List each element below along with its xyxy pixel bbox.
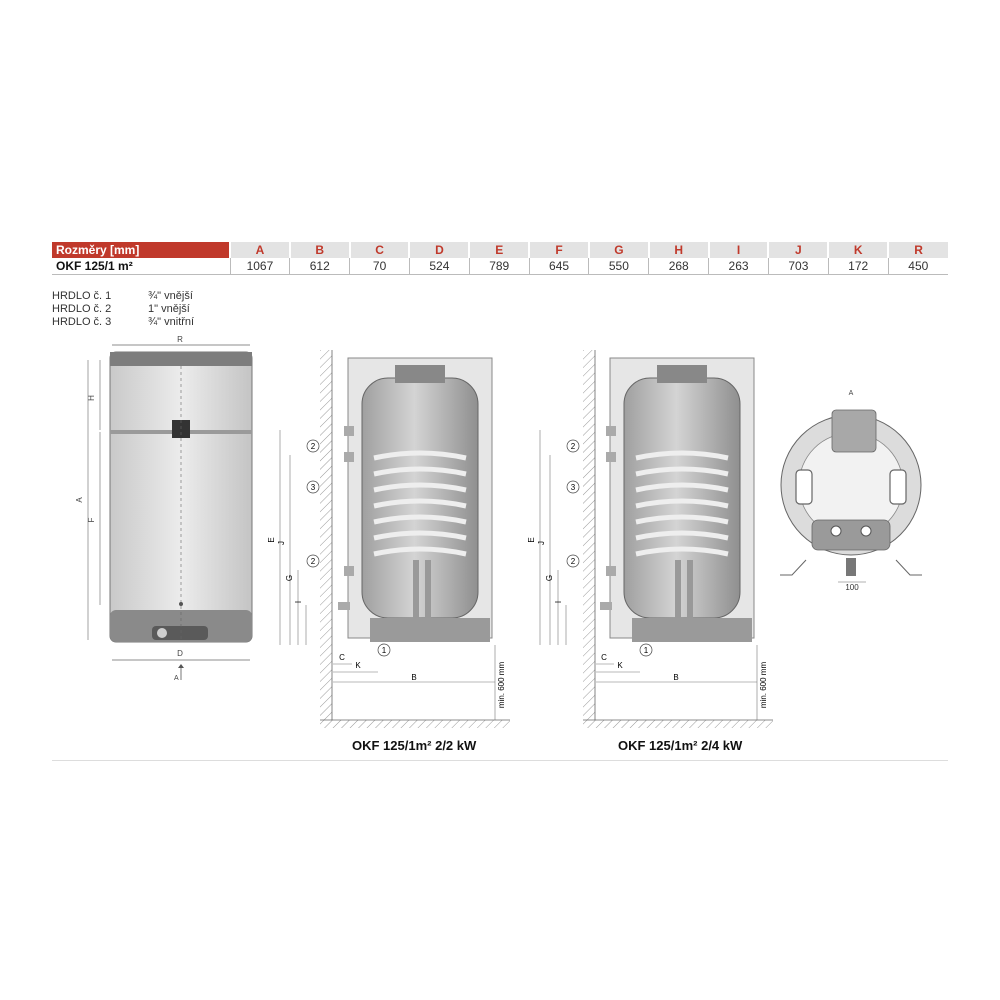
column-header: C xyxy=(350,242,410,258)
wall xyxy=(320,350,332,720)
dim-label: K xyxy=(617,661,623,670)
table-cell: 789 xyxy=(469,258,529,275)
handle-right xyxy=(890,470,906,504)
table-cell: 703 xyxy=(768,258,828,275)
dim-100: 100 xyxy=(845,583,859,592)
dim-label: B xyxy=(673,673,679,682)
element-flange xyxy=(370,618,490,642)
model-name: OKF 125/1 m² xyxy=(52,258,230,275)
column-header: K xyxy=(828,242,888,258)
note-value: ¾" vnitřní xyxy=(148,316,195,328)
marker: 2 xyxy=(570,557,576,566)
column-header: H xyxy=(649,242,709,258)
thermostat-knob xyxy=(157,628,167,638)
label-h: H xyxy=(87,395,96,401)
divider xyxy=(52,760,948,761)
marker: 2 xyxy=(310,442,316,451)
dim-label: J xyxy=(277,541,286,545)
floor xyxy=(583,720,773,728)
marker: 3 xyxy=(570,483,576,492)
column-header: I xyxy=(709,242,769,258)
arrow-label: A xyxy=(174,675,179,682)
column-header: B xyxy=(290,242,350,258)
note-label: HRDLO č. 1 xyxy=(52,290,112,302)
element-flange xyxy=(632,618,752,642)
marker: 3 xyxy=(310,483,316,492)
note-value: ¾" vnější xyxy=(148,290,193,302)
table-cell: 70 xyxy=(350,258,410,275)
table-cell: 1067 xyxy=(230,258,290,275)
note-value: 1" vnější xyxy=(148,303,190,315)
top-view-label: A xyxy=(848,390,854,397)
table-cell: 612 xyxy=(290,258,350,275)
anode-cap xyxy=(395,365,445,383)
label-f: F xyxy=(87,517,96,523)
dim-label: G xyxy=(285,574,294,582)
table-cell: 172 xyxy=(828,258,888,275)
inner-tank xyxy=(624,378,740,618)
table-cell: 268 xyxy=(649,258,709,275)
column-header: E xyxy=(469,242,529,258)
dim-label: K xyxy=(355,661,361,670)
column-header: D xyxy=(409,242,469,258)
inner-tank xyxy=(362,378,478,618)
section-right xyxy=(527,350,773,728)
floor xyxy=(320,720,510,728)
marker: 2 xyxy=(570,442,576,451)
clearance-label: min. 600 mm xyxy=(497,661,506,709)
table-cell: 524 xyxy=(409,258,469,275)
table-cell: 645 xyxy=(529,258,589,275)
marker: 1 xyxy=(643,646,649,655)
marker: 2 xyxy=(310,557,316,566)
dim-label: J xyxy=(537,541,546,545)
table-header-label: Rozměry [mm] xyxy=(52,242,230,258)
column-header: J xyxy=(768,242,828,258)
note-label: HRDLO č. 2 xyxy=(52,303,112,315)
dim-label: I xyxy=(554,600,563,604)
dim-label: G xyxy=(545,574,554,582)
note-label: HRDLO č. 3 xyxy=(52,316,112,328)
dim-label: I xyxy=(294,600,303,604)
anode-cap xyxy=(657,365,707,383)
column-header: G xyxy=(589,242,649,258)
heater-body xyxy=(110,352,252,642)
dim-label: E xyxy=(267,537,276,543)
dim-label: B xyxy=(411,673,417,682)
label-r: R xyxy=(177,335,183,344)
column-header: R xyxy=(888,242,948,258)
caption-left: OKF 125/1m² 2/2 kW xyxy=(352,738,477,753)
column-header: F xyxy=(529,242,589,258)
caption-right: OKF 125/1m² 2/4 kW xyxy=(618,738,743,753)
top-view xyxy=(780,390,922,592)
front-view xyxy=(75,335,252,682)
table-cell: 550 xyxy=(589,258,649,275)
clearance-label: min. 600 mm xyxy=(759,661,768,709)
column-header: A xyxy=(230,242,290,258)
handle-left xyxy=(796,470,812,504)
table-cell: 450 xyxy=(888,258,948,275)
section-left xyxy=(267,350,510,728)
wall xyxy=(583,350,595,720)
top-cap xyxy=(110,352,252,366)
marker: 1 xyxy=(381,646,387,655)
flange-bracket xyxy=(832,410,876,452)
dim-label: C xyxy=(339,653,345,662)
dim-label: C xyxy=(601,653,607,662)
label-a: A xyxy=(75,497,84,503)
table-cell: 263 xyxy=(709,258,769,275)
label-d: D xyxy=(177,649,183,658)
dim-label: E xyxy=(527,537,536,543)
